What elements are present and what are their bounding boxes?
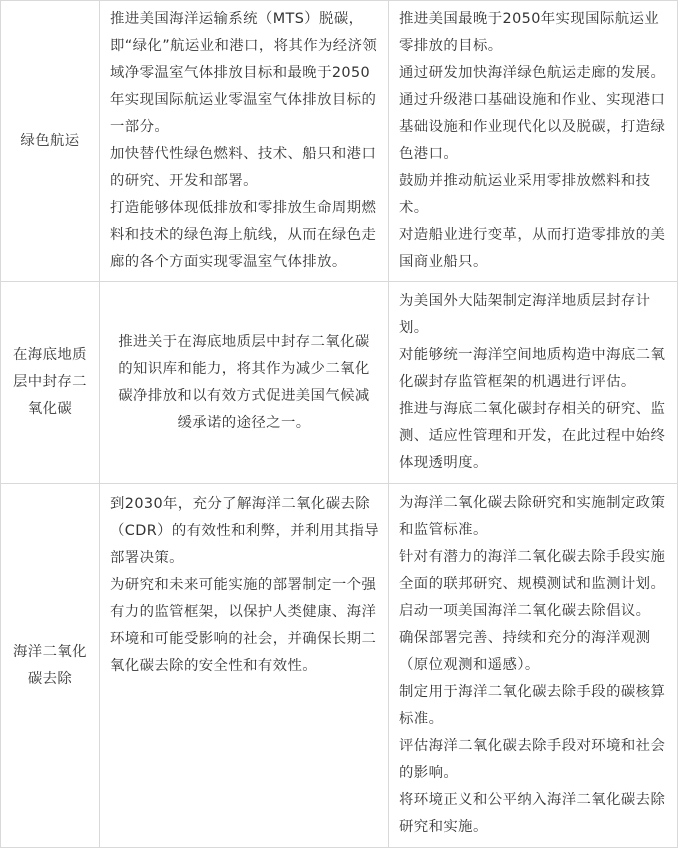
goal-paragraph: 加快替代性绿色燃料、技术、船只和港口的研究、开发和部署。: [110, 146, 377, 189]
category-cell: [1, 282, 100, 484]
actions-cell: [389, 484, 678, 848]
action-paragraph: 将环境正义和公平纳入海洋二氧化碳去除研究和实施。: [399, 792, 666, 835]
goal-paragraph: 打造能够体现低排放和零排放生命周期燃料和技术的绿色海上航线，从而在绿色走廊的各个方面实现零温室气体排放。: [110, 200, 377, 270]
action-paragraph: 鼓励并推动航运业采用零排放燃料和技术。: [399, 173, 651, 216]
goal-paragraph: 推进关于在海底地质层中封存二氧化碳的知识库和能力，将其作为减少二氧化碳净排放和以有效方式促进美国气候减缓承诺的途径之一。: [118, 333, 370, 431]
action-paragraph: 推进美国最晚于2050年实现国际航运业零排放的目标。: [399, 11, 660, 54]
action-paragraph: 为美国外大陆架制定海洋地质层封存计划。: [399, 293, 651, 336]
category-cell: [1, 1, 100, 282]
goal-paragraph: 推进美国海洋运输系统（MTS）脱碳，即“绿化”航运业和港口，将其作为经济领域净零温室气体排放目标和最晚于2050年实现国际航运业零温室气体排放目标的一部分。: [110, 11, 378, 135]
goals-cell: [100, 282, 389, 484]
action-paragraph: 为海洋二氧化碳去除研究和实施制定政策和监管标准。: [399, 495, 666, 538]
category-cell: [1, 484, 100, 848]
action-paragraph: 评估海洋二氧化碳去除手段对环境和社会的影响。: [399, 738, 666, 781]
table-row-seabed-storage: [1, 282, 678, 484]
table-row-ocean-cdr: [1, 484, 678, 848]
action-paragraph: 对造船业进行变革，从而打造零排放的美国商业船只。: [399, 227, 666, 270]
goals-cell: [100, 484, 389, 848]
action-paragraph: 推进与海底二氧化碳封存相关的研究、监测、适应性管理和开发，在此过程中始终体现透明度。: [399, 401, 666, 471]
goal-paragraph: 为研究和未来可能实施的部署制定一个强有力的监管框架，以保护人类健康、海洋环境和可能受影响的社会，并确保长期二氧化碳去除的安全性和有效性。: [110, 577, 377, 674]
actions-cell: [389, 282, 678, 484]
actions-cell: [389, 1, 678, 282]
goal-paragraph: 到2030年，充分了解海洋二氧化碳去除（CDR）的有效性和利弊，并利用其指导部署决策。: [110, 496, 379, 566]
category-label: 海洋二氧化碳去除: [13, 643, 87, 687]
action-paragraph: 针对有潜力的海洋二氧化碳去除手段实施全面的联邦研究、规模测试和监测计划。: [399, 549, 666, 592]
action-paragraph: 启动一项美国海洋二氧化碳去除倡议。: [399, 603, 651, 619]
action-paragraph: 通过升级港口基础设施和作业、实现港口基础设施和作业现代化以及脱碳，打造绿色港口。: [399, 92, 666, 162]
action-paragraph: 制定用于海洋二氧化碳去除手段的碳核算标准。: [399, 684, 666, 727]
action-paragraph: 对能够统一海洋空间地质构造中海底二氧化碳封存监管框架的机遇进行评估。: [399, 347, 666, 390]
category-label: 在海底地质层中封存二氧化碳: [13, 347, 87, 417]
action-paragraph: 确保部署完善、持续和充分的海洋观测（原位观测和遥感）。: [399, 630, 651, 673]
action-paragraph: 通过研发加快海洋绿色航运走廊的发展。: [399, 65, 666, 81]
table-row-green-shipping: [1, 1, 678, 282]
category-label: 绿色航运: [20, 132, 80, 149]
goals-cell: [100, 1, 389, 282]
